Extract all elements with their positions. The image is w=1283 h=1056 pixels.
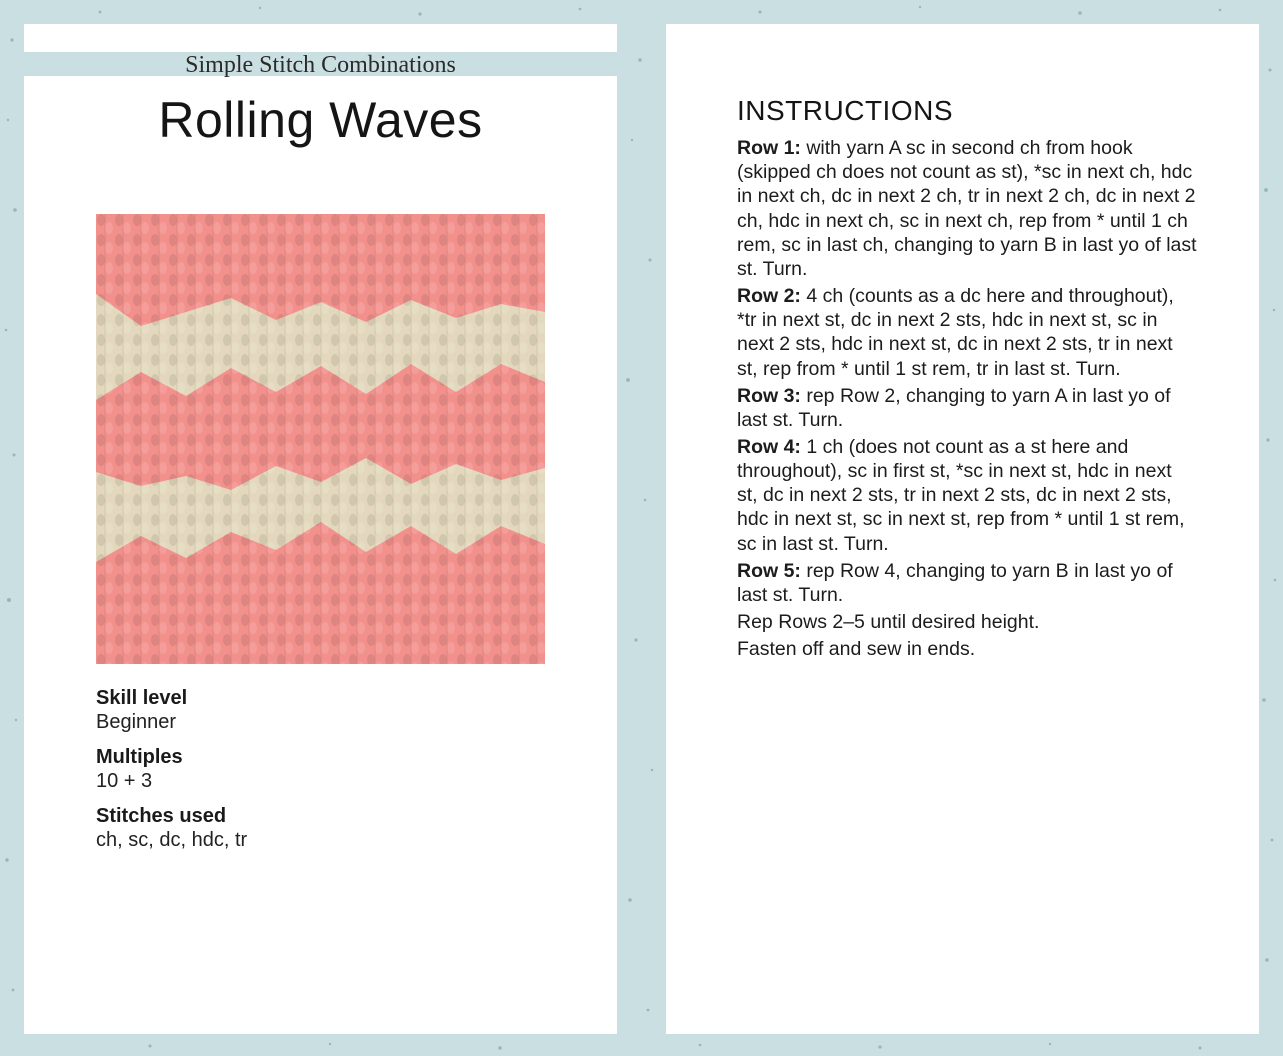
row-text: rep Row 2, changing to yarn A in last yo of last st. Turn. — [737, 384, 1171, 431]
stitches-used-label: Stitches used — [96, 805, 227, 827]
instruction-row-1 — [737, 136, 1197, 281]
row-text: rep Row 4, changing to yarn B in last yo of last st. Turn. — [737, 559, 1173, 606]
stitches-used-value: ch, sc, dc, hdc, tr — [96, 829, 248, 851]
instructions-page — [666, 24, 1259, 1034]
instructions-heading: INSTRUCTIONS — [737, 95, 953, 126]
finishing-instruction: Fasten off and sew in ends. — [737, 637, 976, 660]
row-label: Row 5: — [737, 559, 801, 582]
instruction-row-2 — [737, 284, 1197, 381]
row-label: Row 2: — [737, 285, 801, 308]
row-text: 4 ch (counts as a dc here and throughout), *tr in next st, dc in next 2 sts, hdc in next st, sc in next 2 sts, hdc in next st, dc in next 2 sts, tr in next st, rep from * until 1 st rem, tr in last st. Turn. — [737, 285, 1174, 380]
skill-level-label: Skill level — [96, 687, 188, 709]
running-header: Simple Stitch Combinations — [185, 52, 456, 78]
multiples-label: Multiples — [96, 746, 183, 768]
row-text: with yarn A sc in second ch from hook (skipped ch does not count as st), *sc in next ch, hdc in next ch, dc in next 2 ch, tr in next 2 ch, dc in next 2 ch, hdc in next ch, sc in next ch, rep from * until 1 ch rem, sc in last ch, changing to yarn B in last yo of last st. Turn. — [737, 137, 1197, 281]
instruction-row-5 — [737, 559, 1197, 607]
repeat-instruction: Rep Rows 2–5 until desired height. — [737, 610, 1040, 633]
instruction-row-4 — [737, 435, 1197, 556]
pattern-title: Rolling Waves — [158, 92, 483, 148]
instruction-row-3 — [737, 384, 1197, 432]
row-label: Row 1: — [737, 137, 801, 159]
pattern-overview-page — [24, 24, 617, 1034]
multiples-value: 10 + 3 — [96, 770, 153, 792]
instruction-rows — [737, 136, 1197, 664]
skill-level-value: Beginner — [96, 711, 177, 733]
row-text: 1 ch (does not count as a st here and throughout), sc in first st, *sc in next st, hdc in next st, dc in next 2 sts, tr in next 2 sts, dc in next 2 sts, hdc in next st, sc in next st, rep from * until 1 st rem, sc in last st. Turn. — [737, 435, 1185, 555]
row-label: Row 3: — [737, 384, 801, 407]
pattern-details — [96, 686, 576, 863]
stitch-swatch-photo — [96, 214, 545, 664]
row-label: Row 4: — [737, 435, 801, 458]
